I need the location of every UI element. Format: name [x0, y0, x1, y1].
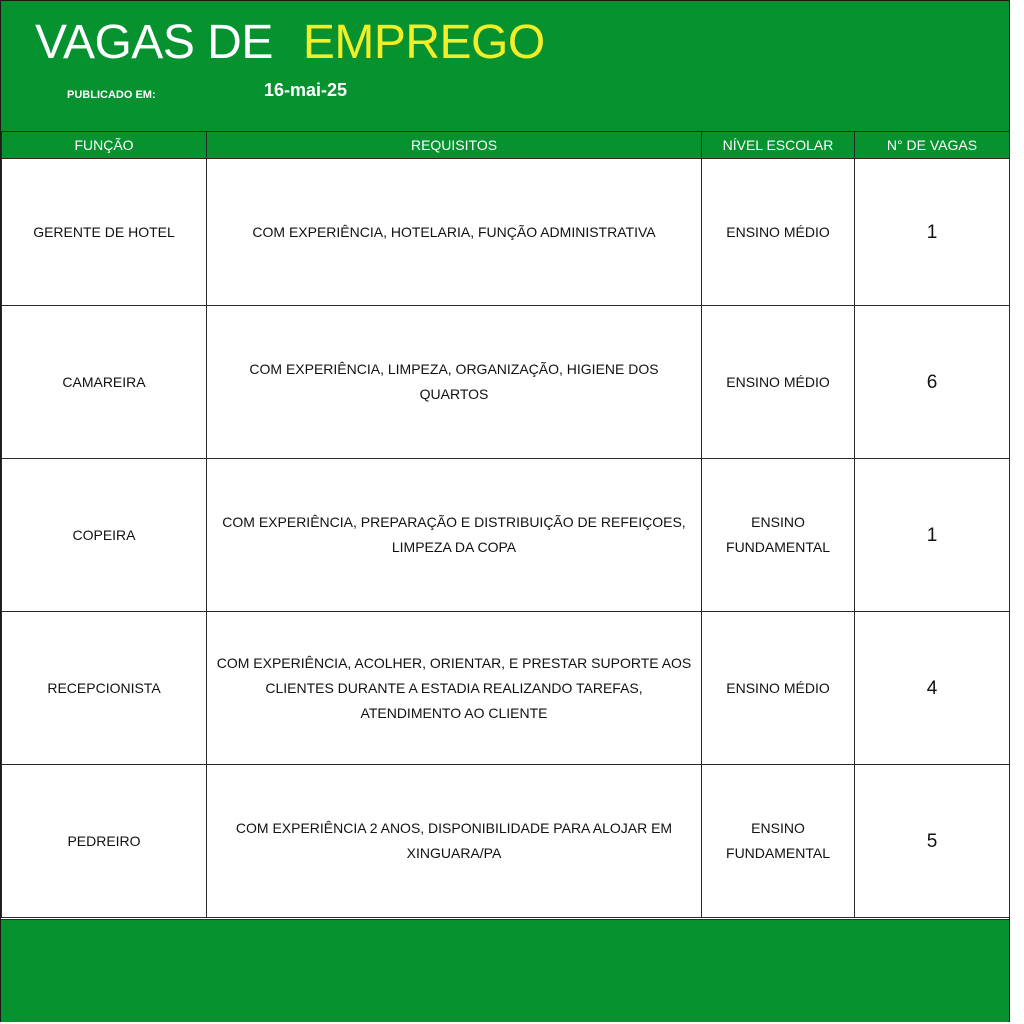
table-row — [2, 306, 1010, 459]
published-label: PUBLICADO EM: — [67, 89, 156, 101]
cell-nivel-escolar: ENSINO FUNDAMENTAL — [702, 765, 855, 918]
cell-numero-vagas: 6 — [855, 306, 1010, 459]
cell-numero-vagas: 1 — [855, 159, 1010, 306]
published-date: 16-mai-25 — [264, 80, 348, 100]
cell-numero-vagas: 5 — [855, 765, 1010, 918]
column-header-requisitos: REQUISITOS — [207, 132, 702, 159]
cell-requisitos: COM EXPERIÊNCIA, LIMPEZA, ORGANIZAÇÃO, HIGIENE DOS QUARTOS — [207, 306, 702, 459]
cell-funcao: CAMAREIRA — [2, 306, 207, 459]
cell-funcao: GERENTE DE HOTEL — [2, 159, 207, 306]
cell-requisitos: COM EXPERIÊNCIA, PREPARAÇÃO E DISTRIBUIÇÃO DE REFEIÇOES, LIMPEZA DA COPA — [207, 459, 702, 612]
column-header-numero-vagas: N° DE VAGAS — [855, 132, 1010, 159]
cell-requisitos: COM EXPERIÊNCIA, ACOLHER, ORIENTAR, E PRESTAR SUPORTE AOS CLIENTES DURANTE A ESTADIA REALIZANDO TAREFAS, ATENDIMENTO AO CLIENTE — [207, 612, 702, 765]
table-row — [2, 612, 1010, 765]
table-row — [2, 765, 1010, 918]
cell-requisitos: COM EXPERIÊNCIA 2 ANOS, DISPONIBILIDADE PARA ALOJAR EM XINGUARA/PA — [207, 765, 702, 918]
table-header-row — [2, 132, 1010, 159]
cell-nivel-escolar: ENSINO MÉDIO — [702, 159, 855, 306]
table-row — [2, 459, 1010, 612]
cell-funcao: PEDREIRO — [2, 765, 207, 918]
cell-numero-vagas: 1 — [855, 459, 1010, 612]
cell-funcao: COPEIRA — [2, 459, 207, 612]
header-banner — [1, 1, 1009, 131]
title-part-2: EMPREGO — [302, 16, 545, 69]
cell-nivel-escolar: ENSINO MÉDIO — [702, 306, 855, 459]
column-header-funcao: FUNÇÃO — [2, 132, 207, 159]
cell-funcao: RECEPCIONISTA — [2, 612, 207, 765]
footer-banner — [1, 919, 1009, 1022]
column-header-nivel-escolar: NÍVEL ESCOLAR — [702, 132, 855, 159]
cell-nivel-escolar: ENSINO MÉDIO — [702, 612, 855, 765]
cell-requisitos: COM EXPERIÊNCIA, HOTELARIA, FUNÇÃO ADMINISTRATIVA — [207, 159, 702, 306]
cell-numero-vagas: 4 — [855, 612, 1010, 765]
table-row — [2, 159, 1010, 306]
title-part-1: VAGAS DE — [35, 16, 273, 69]
job-table — [1, 131, 1010, 918]
cell-nivel-escolar: ENSINO FUNDAMENTAL — [702, 459, 855, 612]
page-title — [35, 15, 545, 71]
